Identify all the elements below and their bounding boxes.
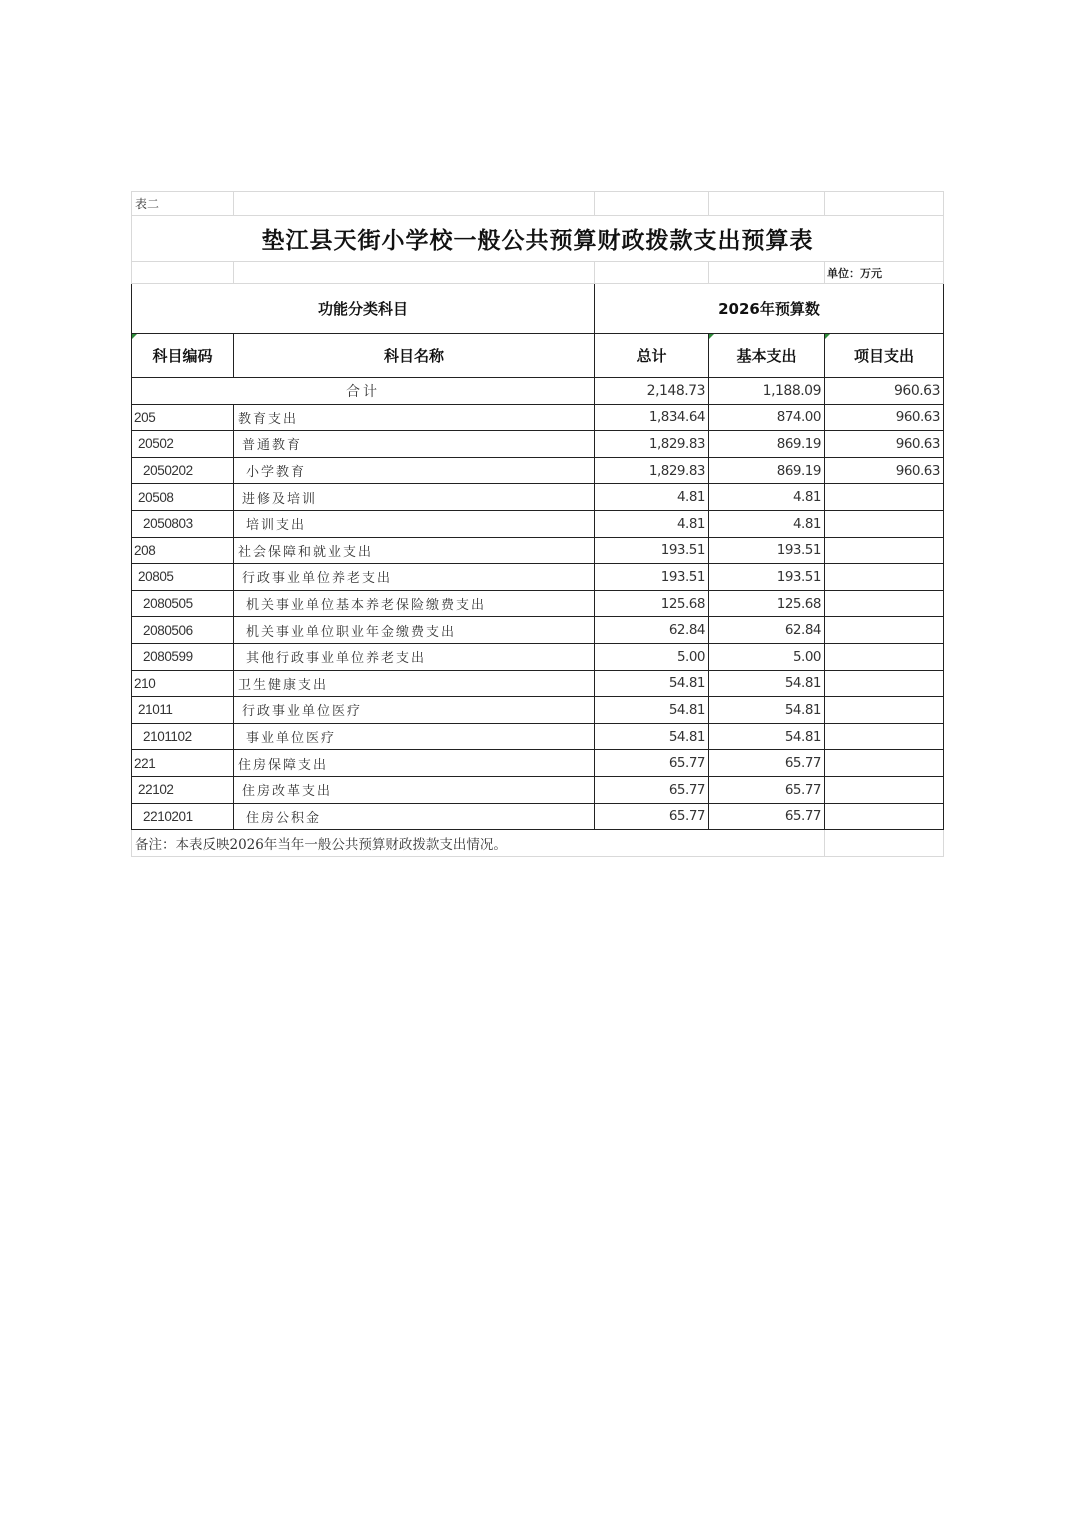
- header-budget-year: 2026年预算数: [595, 284, 944, 334]
- header-total: 总计: [595, 334, 709, 378]
- row-basic: 65.77: [709, 776, 825, 803]
- row-total: 54.81: [595, 697, 709, 724]
- row-name: 进修及培训: [234, 484, 595, 511]
- table-row: [132, 670, 944, 697]
- row-project: [825, 484, 944, 511]
- total-basic: 1,188.09: [709, 378, 825, 405]
- row-total: 4.81: [595, 484, 709, 511]
- row-name: 其他行政事业单位养老支出: [234, 643, 595, 670]
- row-basic: 5.00: [709, 643, 825, 670]
- row-code: 20502: [132, 431, 234, 458]
- unit-row: [132, 262, 944, 284]
- row-code: 20508: [132, 484, 234, 511]
- row-basic: 125.68: [709, 590, 825, 617]
- row-total: 65.77: [595, 776, 709, 803]
- unit-label: 单位：万元: [825, 262, 944, 284]
- row-name: 行政事业单位医疗: [234, 697, 595, 724]
- total-project: 960.63: [825, 378, 944, 405]
- row-name: 行政事业单位养老支出: [234, 564, 595, 591]
- row-project: [825, 723, 944, 750]
- row-total: 54.81: [595, 670, 709, 697]
- row-total: 65.77: [595, 750, 709, 777]
- budget-table: [131, 191, 944, 857]
- row-total: 5.00: [595, 643, 709, 670]
- row-total: 125.68: [595, 590, 709, 617]
- header-name: 科目名称: [234, 334, 595, 378]
- total-row: [132, 378, 944, 405]
- table-row: [132, 457, 944, 484]
- row-name: 住房改革支出: [234, 776, 595, 803]
- row-code: 2101102: [132, 723, 234, 750]
- row-project: [825, 776, 944, 803]
- header-project: 项目支出: [825, 334, 944, 378]
- total-label: 合计: [132, 378, 595, 405]
- row-project: 960.63: [825, 404, 944, 431]
- row-code: 2080506: [132, 617, 234, 644]
- header-function-classification: 功能分类科目: [132, 284, 595, 334]
- table-row: [132, 750, 944, 777]
- row-basic: 193.51: [709, 537, 825, 564]
- row-basic: 869.19: [709, 431, 825, 458]
- row-name: 机关事业单位职业年金缴费支出: [234, 617, 595, 644]
- row-code: 205: [132, 404, 234, 431]
- table-row: [132, 803, 944, 830]
- row-total: 54.81: [595, 723, 709, 750]
- row-name: 住房保障支出: [234, 750, 595, 777]
- table-row: [132, 776, 944, 803]
- row-name: 机关事业单位基本养老保险缴费支出: [234, 590, 595, 617]
- row-project: [825, 537, 944, 564]
- row-project: 960.63: [825, 431, 944, 458]
- row-total: 1,834.64: [595, 404, 709, 431]
- title-row: [132, 216, 944, 262]
- table-row: [132, 431, 944, 458]
- budget-sheet: [131, 191, 943, 857]
- row-basic: 54.81: [709, 697, 825, 724]
- row-code: 2210201: [132, 803, 234, 830]
- row-total: 193.51: [595, 564, 709, 591]
- row-code: 210: [132, 670, 234, 697]
- table-row: [132, 723, 944, 750]
- row-code: 221: [132, 750, 234, 777]
- table-label: 表二: [132, 192, 234, 216]
- row-total: 1,829.83: [595, 457, 709, 484]
- page-title: 垫江县天街小学校一般公共预算财政拨款支出预算表: [132, 216, 944, 262]
- table-label-row: [132, 192, 944, 216]
- table-row: [132, 537, 944, 564]
- row-total: 65.77: [595, 803, 709, 830]
- total-total: 2,148.73: [595, 378, 709, 405]
- row-basic: 869.19: [709, 457, 825, 484]
- row-project: [825, 643, 944, 670]
- table-row: [132, 564, 944, 591]
- row-total: 62.84: [595, 617, 709, 644]
- row-name: 普通教育: [234, 431, 595, 458]
- row-code: 2050803: [132, 510, 234, 537]
- note-row: [132, 830, 944, 857]
- row-name: 社会保障和就业支出: [234, 537, 595, 564]
- row-name: 事业单位医疗: [234, 723, 595, 750]
- row-basic: 54.81: [709, 723, 825, 750]
- row-basic: 4.81: [709, 484, 825, 511]
- row-basic: 54.81: [709, 670, 825, 697]
- footnote: 备注：本表反映2026年当年一般公共预算财政拨款支出情况。: [132, 830, 825, 857]
- row-basic: 62.84: [709, 617, 825, 644]
- row-code: 2080505: [132, 590, 234, 617]
- row-basic: 193.51: [709, 564, 825, 591]
- row-code: 20805: [132, 564, 234, 591]
- row-code: 2080599: [132, 643, 234, 670]
- row-project: [825, 803, 944, 830]
- row-code: 21011: [132, 697, 234, 724]
- row-basic: 4.81: [709, 510, 825, 537]
- header-column-row: [132, 334, 944, 378]
- row-project: 960.63: [825, 457, 944, 484]
- row-total: 193.51: [595, 537, 709, 564]
- table-row: [132, 697, 944, 724]
- table-row: [132, 404, 944, 431]
- row-name: 卫生健康支出: [234, 670, 595, 697]
- table-row: [132, 510, 944, 537]
- row-project: [825, 564, 944, 591]
- table-row: [132, 617, 944, 644]
- row-project: [825, 510, 944, 537]
- table-row: [132, 590, 944, 617]
- row-basic: 65.77: [709, 803, 825, 830]
- header-basic: 基本支出: [709, 334, 825, 378]
- row-basic: 874.00: [709, 404, 825, 431]
- row-total: 4.81: [595, 510, 709, 537]
- row-name: 小学教育: [234, 457, 595, 484]
- row-project: [825, 697, 944, 724]
- row-total: 1,829.83: [595, 431, 709, 458]
- row-code: 2050202: [132, 457, 234, 484]
- table-row: [132, 484, 944, 511]
- row-name: 住房公积金: [234, 803, 595, 830]
- row-project: [825, 617, 944, 644]
- row-basic: 65.77: [709, 750, 825, 777]
- row-name: 培训支出: [234, 510, 595, 537]
- row-code: 22102: [132, 776, 234, 803]
- row-project: [825, 750, 944, 777]
- header-group-row: [132, 284, 944, 334]
- row-project: [825, 670, 944, 697]
- table-row: [132, 643, 944, 670]
- header-code: 科目编码: [132, 334, 234, 378]
- row-code: 208: [132, 537, 234, 564]
- row-name: 教育支出: [234, 404, 595, 431]
- row-project: [825, 590, 944, 617]
